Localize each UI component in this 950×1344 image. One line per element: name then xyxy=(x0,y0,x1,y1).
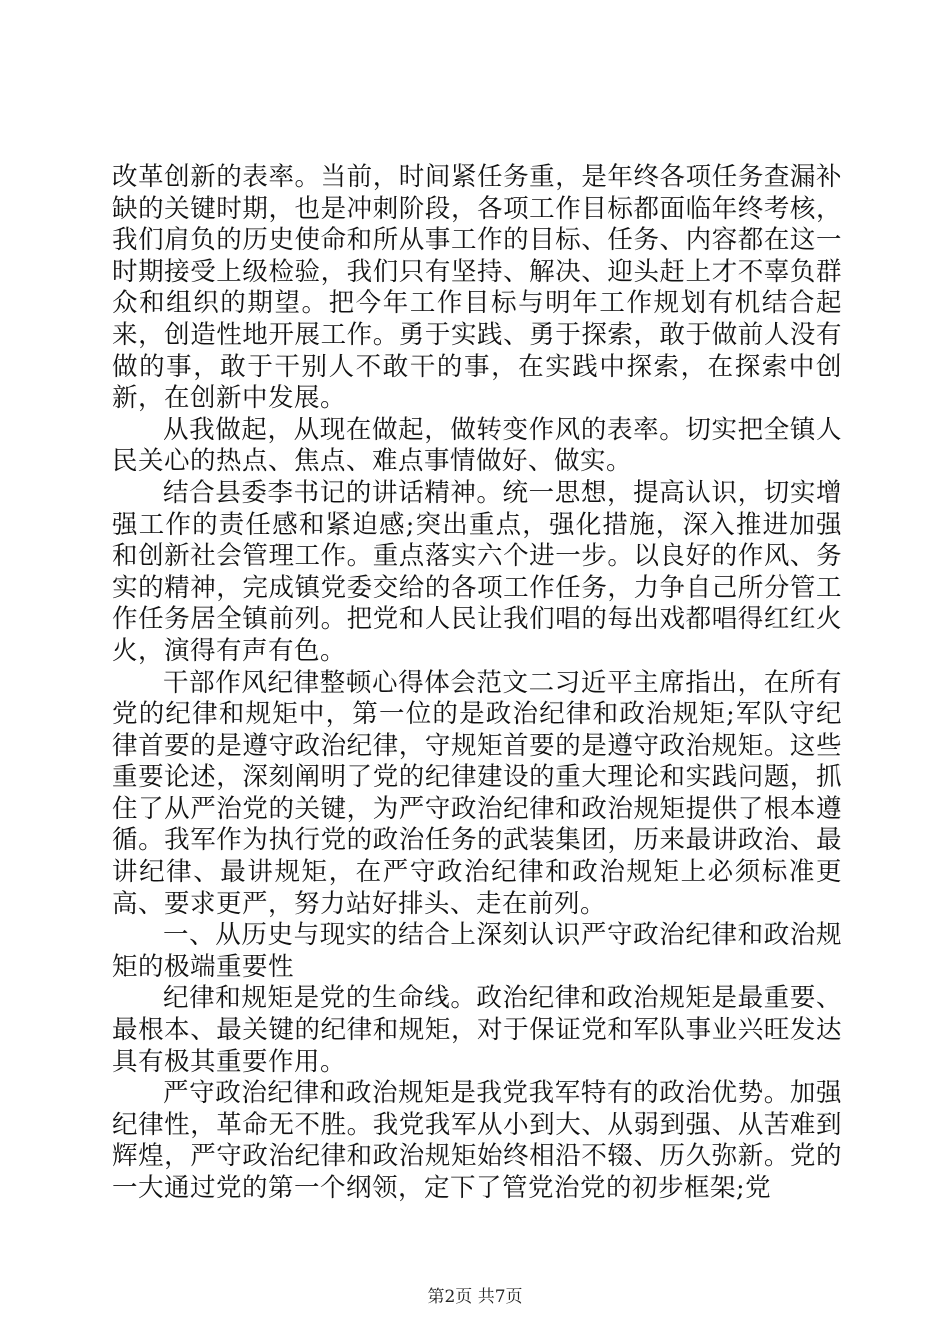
paragraph: 改革创新的表率。当前，时间紧任务重，是年终各项任务查漏补缺的关键时期，也是冲刺阶段，各项工作目标都面临年终考核，我们肩负的历史使命和所从事工作的目标、任务、内容都在这一时期接受上级检验，我们只有坚持、解决、迎头赶上才不辜负群众和组织的期望。把今年工作目标与明年工作规划有机结合起来，创造性地开展工作。勇于实践、勇于探索，敢于做前人没有做的事，敢于干别人不敢干的事，在实践中探索，在探索中创新，在创新中发展。 xyxy=(112,162,842,414)
document-body xyxy=(112,162,842,1205)
page-footer xyxy=(0,1282,950,1307)
page-number-label: 第2页 共7页 xyxy=(427,1287,523,1307)
paragraph: 严守政治纪律和政治规矩是我党我军特有的政治优势。加强纪律性，革命无不胜。我党我军从小到大、从弱到强、从苦难到辉煌，严守政治纪律和政治规矩始终相沿不辍、历久弥新。党的一大通过党的第一个纲领，定下了管党治党的初步框架;党 xyxy=(112,1078,842,1203)
paragraph: 结合县委李书记的讲话精神。统一思想，提高认识，切实增强工作的责任感和紧迫感;突出重点，强化措施，深入推进加强和创新社会管理工作。重点落实六个进一步。以良好的作风、务实的精神，完成镇党委交给的各项工作任务，力争自己所分管工作任务居全镇前列。把党和人民让我们唱的每出戏都唱得红红火火，演得有声有色。 xyxy=(112,477,842,666)
paragraph: 纪律和规矩是党的生命线。政治纪律和政治规矩是最重要、最根本、最关键的纪律和规矩，对于保证党和军队事业兴旺发达具有极其重要作用。 xyxy=(112,983,842,1077)
paragraph: 干部作风纪律整顿心得体会范文二习近平主席指出，在所有党的纪律和规矩中，第一位的是政治纪律和政治规矩;军队守纪律首要的是遵守政治纪律，守规矩首要的是遵守政治规矩。这些重要论述，深刻阐明了党的纪律建设的重大理论和实践问题，抓住了从严治党的关键，为严守政治纪律和政治规矩提供了根本遵循。我军作为执行党的政治任务的武装集团，历来最讲政治、最讲纪律、最讲规矩，在严守政治纪律和政治规矩上必须标准更高、要求更严，努力站好排头、走在前列。 xyxy=(112,667,842,919)
paragraph: 从我做起，从现在做起，做转变作风的表率。切实把全镇人民关心的热点、焦点、难点事情做好、做实。 xyxy=(112,414,842,477)
section-heading: 一、从历史与现实的结合上深刻认识严守政治纪律和政治规矩的极端重要性 xyxy=(112,920,842,982)
